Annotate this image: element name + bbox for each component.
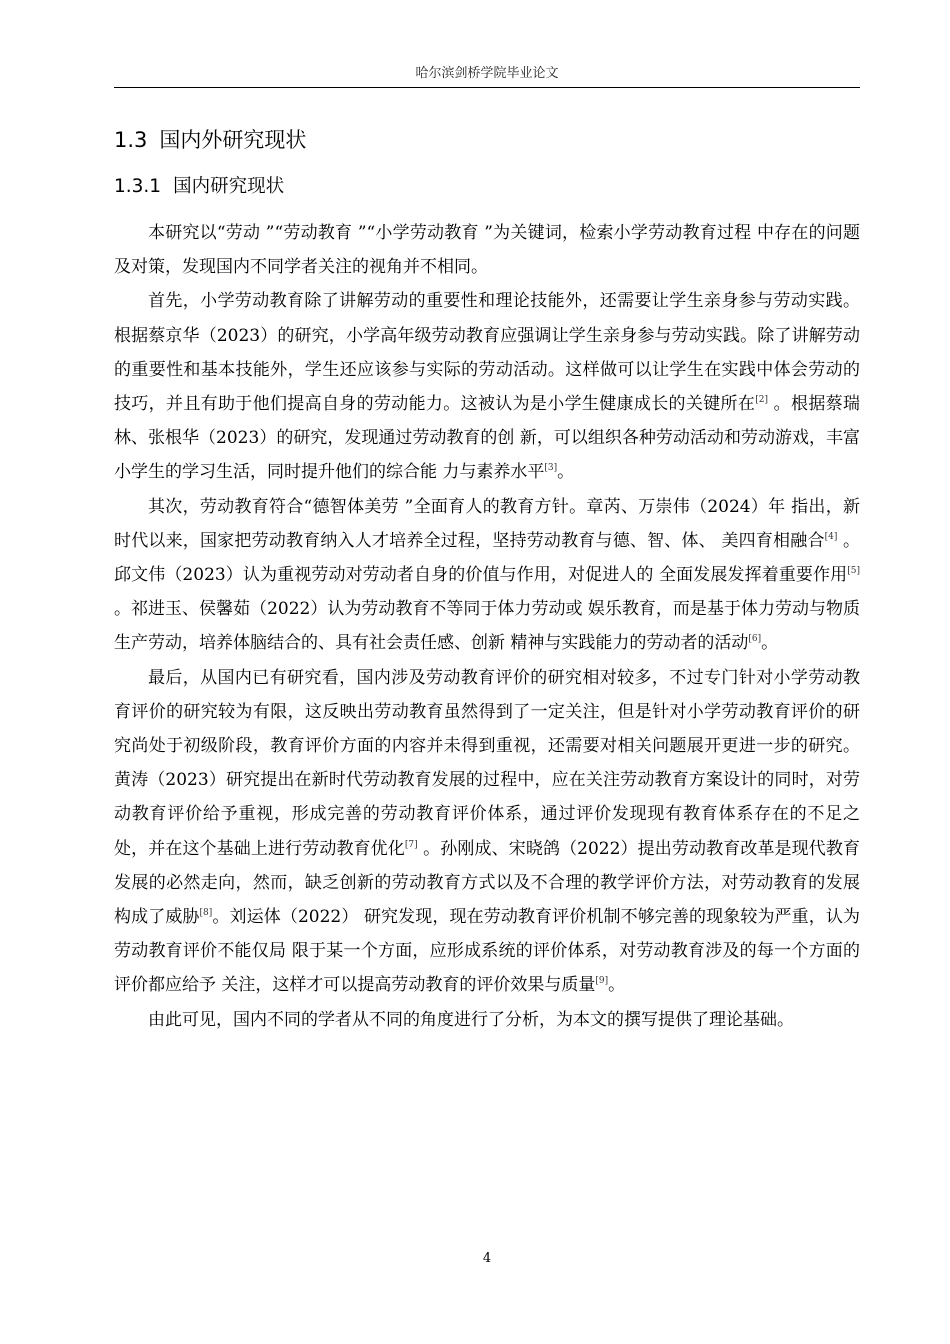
citation-ref-4: [4] <box>824 531 838 542</box>
subsection-heading <box>114 174 284 200</box>
paragraph-2-text-a: 首先，小学劳动教育除了讲解劳动的重要性和理论技能外，还需要让学生亲身参与劳动实践。根据蔡京华（2023）的研究，小学高年级劳动教育应强调让学生亲身参与劳动实践。除了讲解劳动的重要性和基本技能外，学生还应该参与实际的劳动活动。这样做可以让学生在实践中体会劳动的技巧，并且有助于他们提高自身的劳动能力。这被认为是小学生健康成长的关键所在 <box>114 291 860 415</box>
citation-ref-5: [5] <box>847 566 860 577</box>
paragraph-3-text-c: 。祁进玉、侯馨茹（2022）认为劳动教育不等同于体力劳动或 娱乐教育，而是基于体力劳动与物质生产劳动，培养体脑结合的、具有社会责任感、创新 精神与实践能力的劳动者的活动 <box>114 599 860 654</box>
running-header: 哈尔滨剑桥学院毕业论文 <box>415 66 559 81</box>
citation-ref-3: [3] <box>544 463 558 474</box>
section-heading <box>114 126 306 154</box>
citation-ref-6: [6] <box>748 634 762 645</box>
citation-ref-9: [9] <box>595 976 609 987</box>
paragraph-2-text-c: 。 <box>557 462 575 483</box>
paragraph-3-text-a: 其次，劳动教育符合“德智体美劳 ”全面育人的教育方针。章芮、万崇伟（2024）年 指出，新时代以来，国家把劳动教育纳入人才培养全过程，坚持劳动教育与德、智、体、 美四育相融合 <box>114 496 860 551</box>
subsection-title: 国内研究现状 <box>173 176 285 197</box>
paragraph-4-text-a: 最后，从国内已有研究看，国内涉及劳动教育评价的研究相对较多，不过专门针对小学劳动教育评价的研究较为有限，这反映出劳动教育虽然得到了一定关注，但是针对小学劳动教育评价的研究尚处于初级阶段，教育评价方面的内容并未得到重视，还需要对相关问题展开更进一步的研究。黄涛（2023）研究提出在新时代劳动教育发展的过程中，应在关注劳动教育方案设计的同时，对劳动教育评价给予重视，形成完善的劳动教育评价体系，通过评价发现现有教育体系存在的不足之处，并在这个基础上进行劳动教育优化 <box>114 667 860 859</box>
body-text <box>114 216 860 1037</box>
paragraph-3 <box>114 490 860 661</box>
paragraph-1: 本研究以“劳动 ”“劳动教育 ”“小学劳动教育 ”为关键词，检索小学劳动教育过程 中存在的问题及对策，发现国内不同学者关注的视角并不相同。 <box>114 223 860 278</box>
section-number: 1.3 <box>114 128 148 152</box>
paragraph-3-text-b: 。邱文伟（2023）认为重视劳动对劳动者自身的价值与作用，对促进人的 全面发展发挥着重要作用 <box>114 530 861 586</box>
paragraph-4-text-c: 。刘运体（2022） 研究发现，现在劳动教育评价机制不够完善的现象较为严重，认为劳动教育评价不能仅局 限于某一个方面，应形成系统的评价体系，对劳动教育涉及的每一个方面的评价都应给予 关注，这样才可以提高劳动教育的评价效果与质量 <box>114 907 860 996</box>
citation-ref-8: [8] <box>199 908 213 919</box>
page-number: 4 <box>482 1251 492 1266</box>
paragraph-4 <box>114 661 860 1003</box>
paragraph-4-text-d: 。 <box>608 975 626 996</box>
paragraph-3-text-d: 。 <box>761 633 779 654</box>
paragraph-4-text-b: 。孙刚成、宋晓鸽（2022）提出劳动教育改革是现代教育发展的必然走向，然而，缺乏创新的劳动教育方式以及不合理的教学评价方法，对劳动教育的发展构成了威胁 <box>114 838 861 928</box>
header-rule <box>114 87 860 88</box>
paragraph-5: 由此可见，国内不同的学者从不同的角度进行了分析，为本文的撰写提供了理论基础。 <box>148 1009 794 1030</box>
citation-ref-7: [7] <box>404 839 418 850</box>
paragraph-2 <box>114 284 860 489</box>
paragraph-2-text-b: 。根据蔡瑞林、张根华（2023）的研究，发现通过劳动教育的创 新，可以组织各种劳动活动和劳动游戏，丰富小学生的学习生活，同时提升他们的综合能 力与素养水平 <box>114 394 861 483</box>
section-title: 国内外研究现状 <box>159 128 307 152</box>
subsection-number: 1.3.1 <box>114 176 162 197</box>
citation-ref-2: [2] <box>755 395 768 406</box>
